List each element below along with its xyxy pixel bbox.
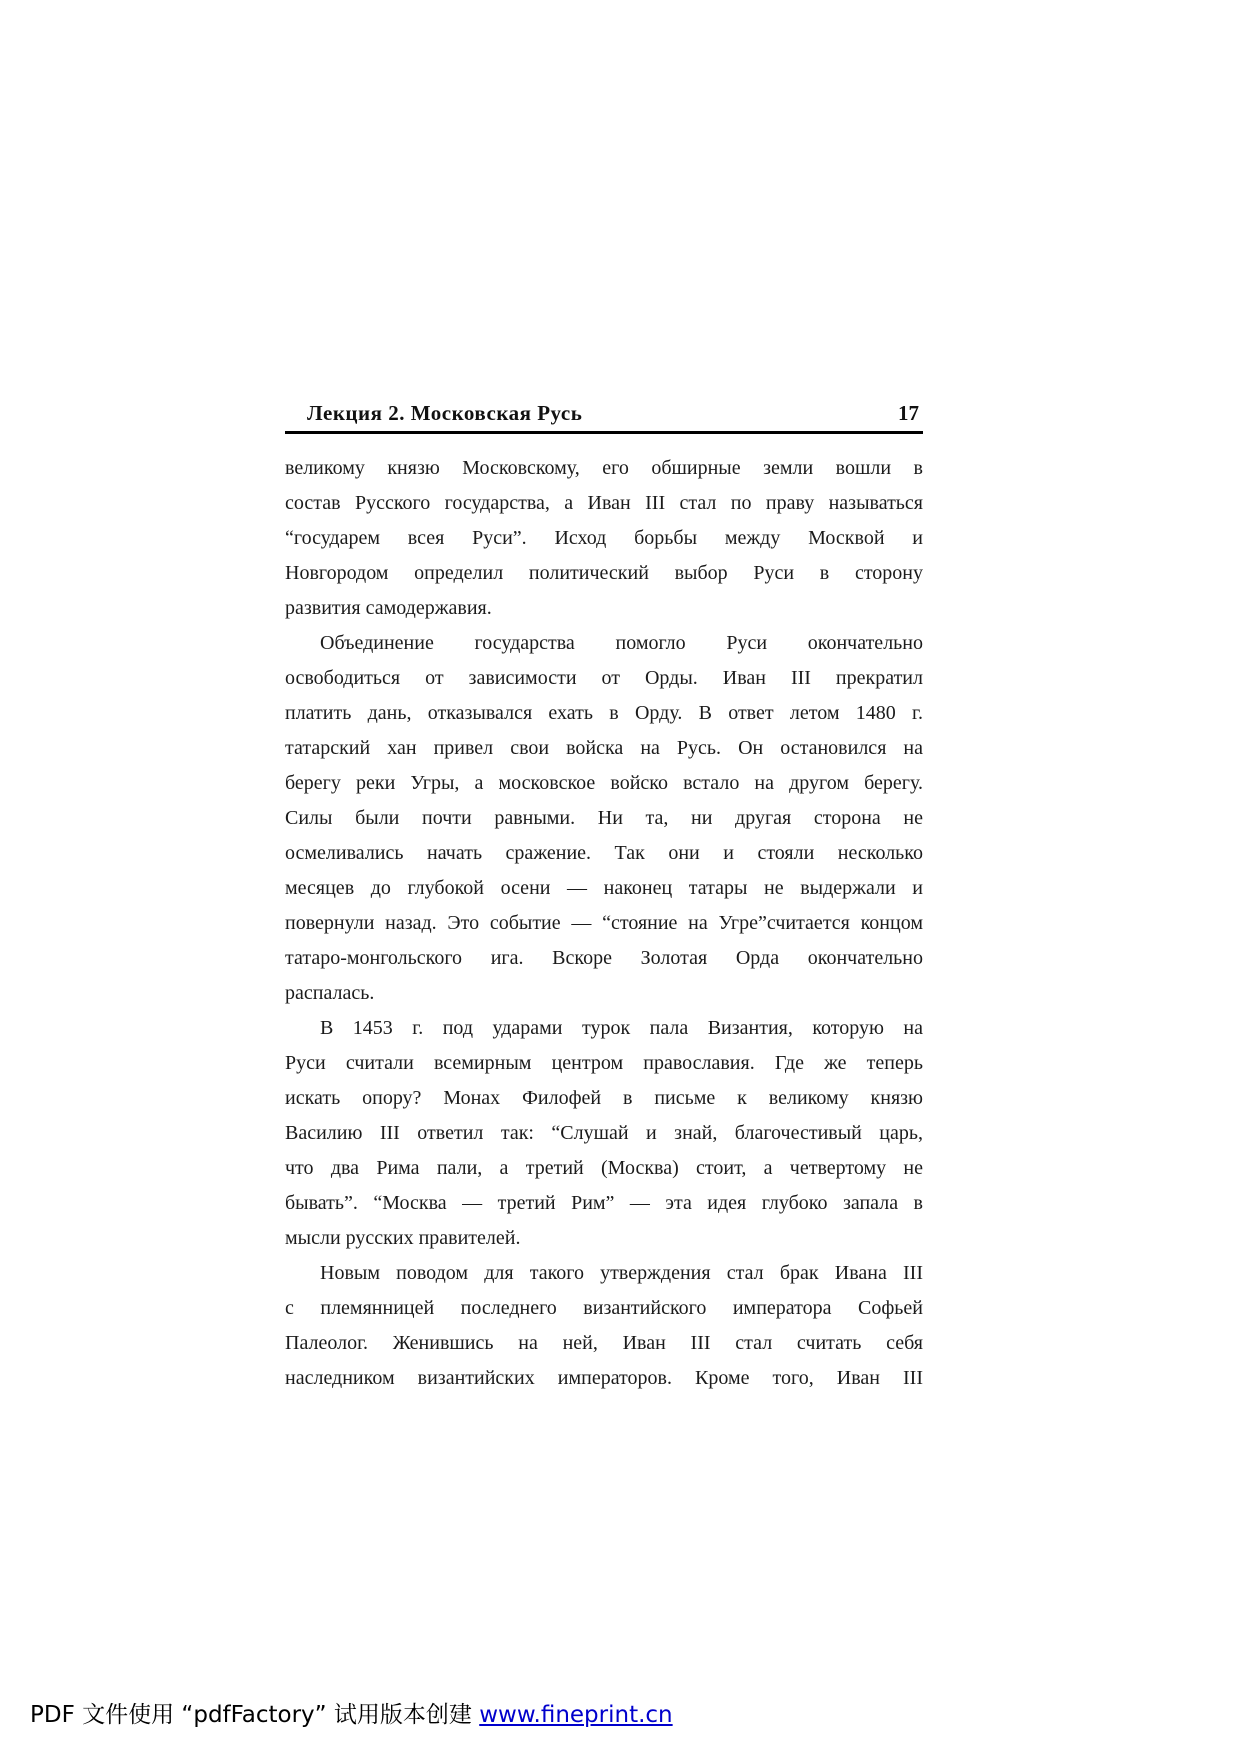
page-body (285, 451, 923, 1396)
text-line: наследником византийских императоров. Кроме того, Иван III (285, 1367, 923, 1389)
watermark-footer (30, 1700, 673, 1730)
page-number: 17 (898, 401, 919, 425)
text-line: В 1453 г. под ударами турок пала Византия, которую на (320, 1017, 923, 1039)
text-line: Руси считали всемирным центром православия. Где же теперь (285, 1052, 923, 1074)
text-line: месяцев до глубокой осени — наконец татары не выдержали и (285, 877, 923, 899)
text-line: с племянницей последнего византийского императора Софьей (285, 1297, 923, 1319)
text-line: Василию III ответил так: “Слушай и знай, благочестивый царь, (285, 1122, 923, 1144)
text-line: распалась. (285, 982, 375, 1004)
running-header (285, 402, 923, 434)
text-line: что два Рима пали, а третий (Москва) стоит, а четвертому не (285, 1157, 923, 1179)
text-line: осмеливались начать сражение. Так они и стояли несколько (285, 842, 923, 864)
paragraph (285, 451, 923, 626)
text-line: бывать”. “Москва — третий Рим” — эта идея глубоко запала в (285, 1192, 923, 1214)
watermark-text: PDF 文件使用 “pdfFactory” 试用版本创建 (30, 1702, 480, 1728)
text-line: Объединение государства помогло Руси окончательно (320, 632, 923, 654)
watermark-link[interactable]: www.fineprint.cn (479, 1702, 673, 1728)
text-line: татаро-монгольского ига. Вскоре Золотая Орда окончательно (285, 947, 923, 969)
paragraph (285, 1256, 923, 1396)
running-header-title: Лекция 2. Московская Русь (307, 401, 583, 425)
text-line: развития самодержавия. (285, 597, 492, 619)
text-line: платить дань, отказывался ехать в Орду. В ответ летом 1480 г. (285, 702, 923, 724)
text-line: Палеолог. Женившись на ней, Иван III стал считать себя (285, 1332, 923, 1354)
text-line: повернули назад. Это событие — “стояние на Угре”считается концом (285, 912, 923, 934)
text-line: Силы были почти равными. Ни та, ни другая сторона не (285, 807, 923, 829)
text-line: освободиться от зависимости от Орды. Иван III прекратил (285, 667, 923, 689)
text-line: состав Русского государства, а Иван III стал по праву называться (285, 492, 923, 514)
text-line: Новгородом определил политический выбор Руси в сторону (285, 562, 923, 584)
content-column (285, 402, 923, 1396)
paragraph (285, 1011, 923, 1256)
text-line: татарский хан привел свои войска на Русь. Он остановился на (285, 737, 923, 759)
paragraph (285, 626, 923, 1011)
text-line: мысли русских правителей. (285, 1227, 521, 1249)
text-line: великому князю Московскому, его обширные земли вошли в (285, 457, 923, 479)
text-line: берегу реки Угры, а московское войско встало на другом берегу. (285, 772, 923, 794)
text-line: искать опору? Монах Филофей в письме к великому князю (285, 1087, 923, 1109)
text-line: “государем всея Руси”. Исход борьбы между Москвой и (285, 527, 923, 549)
text-line: Новым поводом для такого утверждения стал брак Ивана III (320, 1262, 923, 1284)
